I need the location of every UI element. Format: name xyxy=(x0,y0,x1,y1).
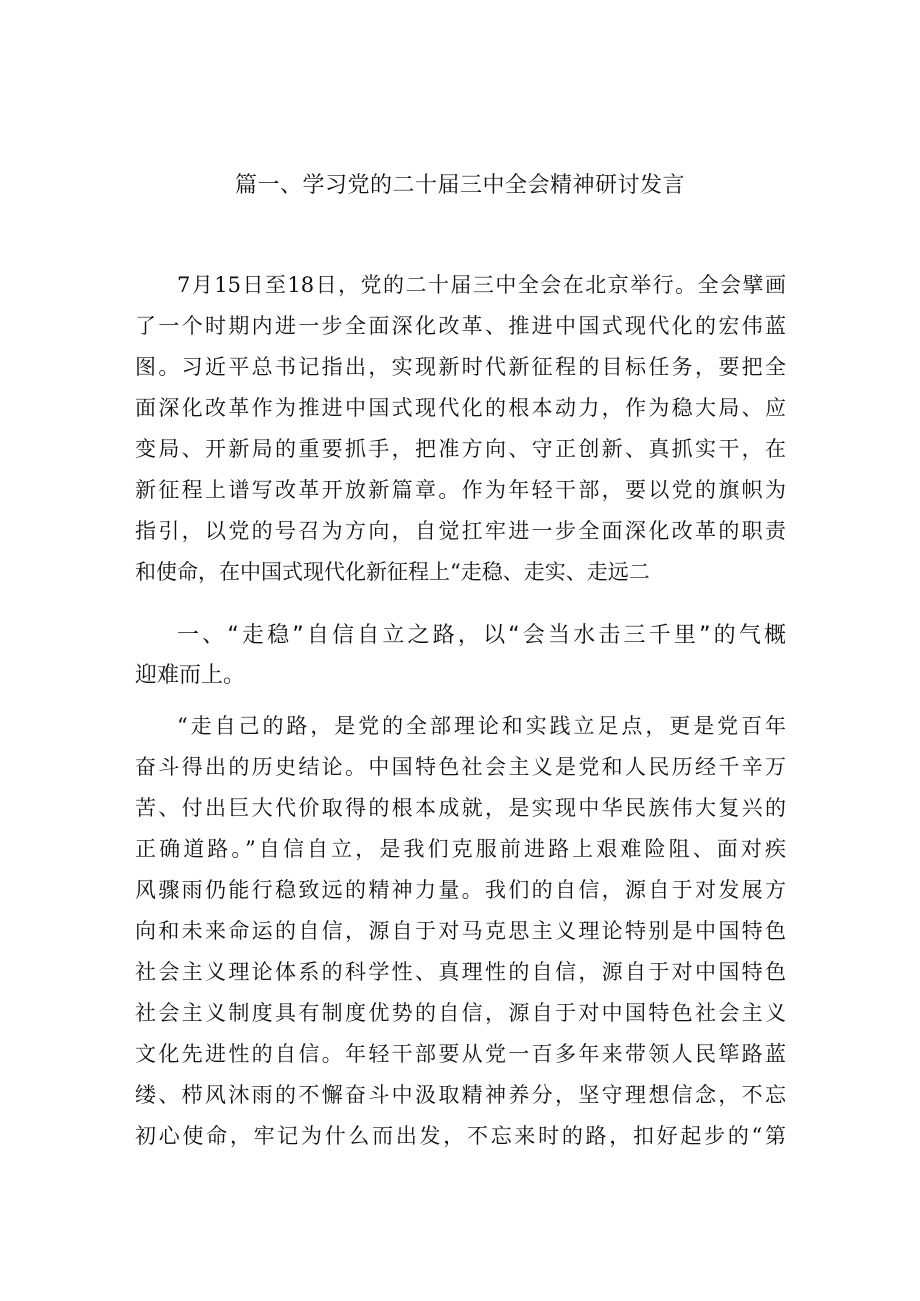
section-heading xyxy=(135,616,786,696)
paragraph-line: 缕、栉风沐雨的不懈奋斗中汲取精神养分，坚守理想信念，不忘 xyxy=(135,1083,786,1107)
paragraph-line: 了一个时期内进一步全面深化改革、推进中国式现代化的宏伟蓝 xyxy=(135,314,786,338)
paragraph-section-one xyxy=(135,706,786,1157)
paragraph-line: 新征程上谱写改革开放新篇章。作为年轻干部，要以党的旗帜为 xyxy=(135,478,786,502)
paragraph-line: 变局、开新局的重要抓手，把准方向、守正创新、真抓实干，在 xyxy=(135,437,786,461)
paragraph-line: 图。习近平总书记指出，实现新时代新征程的目标任务，要把全 xyxy=(135,355,786,379)
paragraph-line: 指引，以党的号召为方向，自觉扛牢进一步全面深化改革的职责 xyxy=(135,519,786,543)
paragraph-line: 面深化改革作为推进中国式现代化的根本动力，作为稳大局、应 xyxy=(135,396,786,420)
paragraph-line: “走自己的路，是党的全部理论和实践立足点，更是党百年 xyxy=(177,714,786,738)
paragraph-line: 7月15日至18日，党的二十届三中全会在北京举行。全会擘画 xyxy=(177,273,786,297)
paragraph-line: 社会主义理论体系的科学性、真理性的自信，源自于对中国特色 xyxy=(135,960,786,984)
heading-line: 一、“走稳”自信自立之路，以“会当水击三千里”的气概 xyxy=(177,623,786,648)
paragraph-line: 社会主义制度具有制度优势的自信，源自于对中国特色社会主义 xyxy=(135,1001,786,1025)
paragraph-line: 和使命，在中国式现代化新征程上“走稳、走实、走远二 xyxy=(135,560,650,584)
heading-line: 迎难而上。 xyxy=(135,663,246,688)
paragraph-line: 正确道路。”自信自立，是我们克服前进路上艰难险阻、面对疾 xyxy=(135,837,786,861)
document-title: 篇一、学习党的二十届三中全会精神研讨发言 xyxy=(234,173,685,198)
paragraph-line: 奋斗得出的历史结论。中国特色社会主义是党和人民历经千辛万 xyxy=(135,755,786,779)
paragraph-line: 初心使命，牢记为什么而出发，不忘来时的路，扣好起步的“第 xyxy=(135,1124,786,1148)
paragraph-line: 向和未来命运的自信，源自于对马克思主义理论特别是中国特色 xyxy=(135,919,786,943)
paragraph-intro xyxy=(135,265,786,593)
paragraph-line: 文化先进性的自信。年轻干部要从党一百多年来带领人民筚路蓝 xyxy=(135,1042,786,1066)
paragraph-line: 风骤雨仍能行稳致远的精神力量。我们的自信，源自于对发展方 xyxy=(135,878,786,902)
paragraph-line: 苦、付出巨大代价取得的根本成就，是实现中华民族伟大复兴的 xyxy=(135,796,786,820)
